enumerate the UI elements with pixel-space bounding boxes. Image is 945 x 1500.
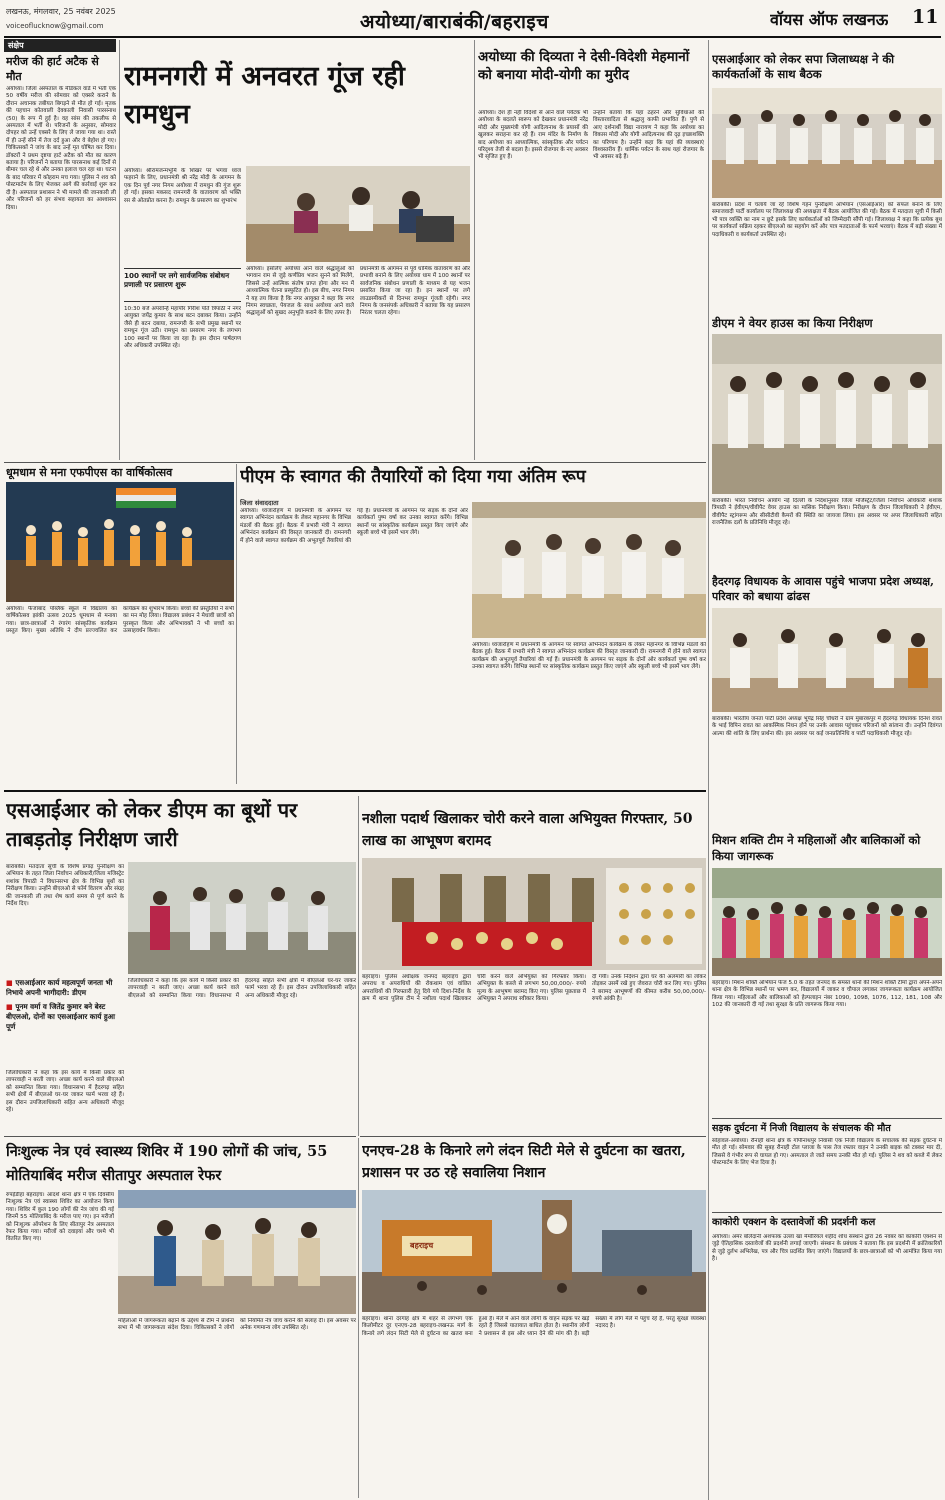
eye-body2: महिलाओं में जागरूकता बढ़ाने के उद्देश्य से टीम ने प्रार्थना सभा में भी जागरूकता संदेश दिया। चिकित्सकों ने लोगों को नियमित नेत्र जांच कराने की सलाह दी। इस अवसर पर अनेक गणमान्य लोग उपस्थित रहे।	[118, 1318, 356, 1332]
right4-headline: मिशन शक्ति टीम ने महिलाओं और बालिकाओं को किया जागरूक	[712, 833, 921, 863]
brief1-body: अयोध्या। जिला अस्पताल के मेडिकल वार्ड में भर्ती एक 50 वर्षीय मरीज की सोमवार को एक्सरे कराने के दौरान अचानक तबीयत बिगड़ने से मौत हो गई। मृतक की पहचान कोतवाली देवकाली निवासी पारसनाथ (50) के रूप में हुई है। वह सांस की तकलीफ से अस्पताल में भर्ती थे। परिजनों के अनुसार, सोमवार दोपहर को उन्हें एक्सरे के लिए ले जाया गया था। रास्ते में ही उन्हें सीने में तेज दर्द हुआ और वे बेहोश हो गए। चिकित्सकों ने जांच के बाद उन्हें मृत घोषित कर दिया। डॉक्टरों ने प्रथम दृष्टया हार्ट अटैक को मौत का कारण बताया है। परिजनों ने बताया कि पारसनाथ कई दिनों से बीमार चल रहे थे और उनका इलाज चल रहा था। घटना के बाद परिवार में कोहराम मच गया। पुलिस ने शव को पोस्टमार्टम के लिए भेजकर आगे की कार्रवाई शुरू कर दी है। अस्पताल प्रशासन ने भी मामले की जानकारी ली और परिजनों को हर संभव सहायता का आश्वासन दिया।	[6, 86, 116, 211]
event1-photo	[6, 482, 234, 602]
right2-headline: डीएम ने वेयर हाउस का किया निरीक्षण	[712, 316, 873, 330]
sir-bullet-1-text: एसआईआर कार्य महत्वपूर्ण जनता भी निभाये अपनी भागीदारी: डीएम	[6, 978, 113, 997]
lead-body2: 10:30 बजे अपरान्हि महापौर गिरीश पति त्रिपाठी ने नगर आयुक्त जयेंद्र कुमार के साथ बटन दबाकर किया। उन्होंने जैसे ही बटन दबाया, रामनगरी के सभी प्रमुख स्थानों पर रामधुन गूंज उठी। रामधुन का प्रसारण नगर के लगभग 100 स्थानों पर किया जा रहा है। इस दौरान पार्षदगण और अधिकारी उपस्थित रहे।	[124, 306, 241, 350]
pm-body: अयोध्या। ध्वजारोहण में प्रधानमंत्री के आगमन पर स्वागत अभिनंदन कार्यक्रम के लेकर महानगर के विभिन्न मंडलों की बैठक हुई। बैठक में प्रभारी मंत्री ने स्वागत अभिनंदन कार्यक्रम की विस्तृत जानकारी दी। रामनगरी में होने वाले स्वागत कार्यक्रम की अभूतपूर्व तैयारियां की गई हैं। प्रधानमंत्री के आगमन पर सड़क के दोनों ओर कार्यकर्ता पुष्प वर्षा कर उनका स्वागत करेंगे। विभिन्न स्थानों पर सांस्कृतिक कार्यक्रम प्रस्तुत किए जाएंगे और स्कूली बच्चे भी इसमें भाग लेंगे।	[240, 508, 468, 544]
lead-body1: अयोध्या। श्रीरामजन्मभूमि के शिखर पर भगवा ध्वज फहराने के लिए, प्रधानमंत्री श्री नरेंद्र मोदी के आगमन के एक दिन पूर्व नगर निगम अयोध्या में रामधुन की गूंज शुरू हो गई। इसका मकसद रामनगरी के वातावरण को भक्ति रस से ओतप्रोत करना है। रामधुन के प्रसारण का शुभारंभ	[124, 168, 241, 204]
masthead	[0, 0, 945, 52]
sir-body-more: जिलाधिकारी ने कहा कि इस कार्य में किसी प्रकार की लापरवाही न बरती जाए। अच्छा कार्य करने वाले बीएलओ को सम्मानित किया गया। विधानसभा में हैदरगढ़ सहित सभी क्षेत्रों में बीएलओ घर-घर जाकर फार्म भरवा रहे हैं। इस दौरान उपजिलाधिकारी सहित अन्य अधिकारी मौजूद रहे।	[6, 1070, 124, 1114]
pm-body-cont	[472, 642, 706, 786]
lead-headline: रामनगरी में अनवरत गूंज रही रामधुन	[124, 61, 405, 130]
lead-subhead	[124, 268, 241, 302]
theft-photo	[362, 858, 706, 970]
nh-headline: एनएच-28 के किनारे लगे लंदन सिटी मेले से दुर्घटना का खतरा, प्रशासन पर उठ रहे सवालिया निशान	[362, 1143, 686, 1181]
eye-body: रुपईडीहा बहराइच। आदर्श थाना क्षेत्र में एक दिवसीय निःशुल्क नेत्र एवं स्वास्थ्य शिविर का आयोजन किया गया। शिविर में कुल 190 लोगों की नेत्र जांच की गई जिनमें 55 मोतियाबिंद के मरीज पाए गए। इन मरीजों को निःशुल्क ऑपरेशन के लिए सीतापुर नेत्र अस्पताल रेफर किया गया। मरीजों को दवाइयां और चश्मे भी वितरित किए गए।	[6, 1192, 114, 1243]
right2-photo-svg	[712, 334, 942, 494]
nh-photo	[362, 1190, 706, 1312]
masthead-rule	[4, 36, 941, 38]
right5-headline: सड़क दुर्घटना में निजी विद्यालय के संचालक की मौत	[712, 1123, 891, 1134]
paper-name: वॉयस ऑफ लखनऊ	[770, 10, 889, 29]
theft-photo-svg	[362, 858, 706, 970]
brief-tag: संक्षेप	[4, 39, 116, 52]
sir-bullet-2	[6, 1002, 124, 1032]
right6-headline: काकोरी एक्शन के दस्तावेजों की प्रदर्शनी कल	[712, 1217, 876, 1228]
theft-body: बहराइच। पुलिस अधीक्षक जनपद बहराइच द्वारा अपराध व अपराधियों की रोकथाम एवं वांछित अपराधियों की गिरफ्तारी हेतु दिये गये दिशा-निर्देश के क्रम में थाना पुलिस टीम ने नशीला पदार्थ खिलाकर चोरी करने वाले अभियुक्त को गिरफ्तार किया। अभियुक्त के कब्जे से लगभग 50,00,000/- रुपये मूल्य के आभूषण बरामद किए गए। पुलिस पूछताछ में अभियुक्त ने अपराध स्वीकार किया।	[362, 974, 586, 1003]
sir-body2: जिलाधिकारी ने कहा कि इस कार्य में किसी प्रकार की लापरवाही न बरती जाए। अच्छा कार्य करने वाले बीएलओ को सम्मानित किया गया। विधानसभा में हैदरगढ़ सहित सभी क्षेत्रों में बीएलओ घर-घर जाकर फार्म भरवा रहे हैं। इस दौरान उपजिलाधिकारी सहित अन्य अधिकारी मौजूद रहे।	[128, 978, 356, 999]
pm-body-cont-text: अयोध्या। ध्वजारोहण में प्रधानमंत्री के आगमन पर स्वागत अभिनंदन कार्यक्रम के लेकर महानगर के विभिन्न मंडलों की बैठक हुई। बैठक में प्रभारी मंत्री ने स्वागत अभिनंदन कार्यक्रम की विस्तृत जानकारी दी। रामनगरी में होने वाले स्वागत कार्यक्रम की अभूतपूर्व तैयारियां की गई हैं। प्रधानमंत्री के आगमन पर सड़क के दोनों ओर कार्यकर्ता पुष्प वर्षा कर उनका स्वागत करेंगे। विभिन्न स्थानों पर सांस्कृतिक कार्यक्रम प्रस्तुत किए जाएंगे और स्कूली बच्चे भी इसमें भाग लेंगे।	[472, 642, 706, 671]
right3-photo	[712, 608, 942, 712]
eye-headline: निःशुल्क नेत्र एवं स्वास्थ्य शिविर में 190 लोगों की जांच, 55 मोतियाबिंद मरीज सीतापुर अस्पताल रेफर	[6, 1143, 328, 1184]
lead-body4: प्रधानमंत्री के आगमन से पूर्व धार्मिक वातावरण को और प्रभावी बनाने के लिए अयोध्या धाम में 100 स्थानों पर सार्वजनिक संबोधन प्रणाली के माध्यम से यह भजन प्रसारित किया जा रहा है। इन स्थानों पर लगे लाउडस्पीकरों से दिनभर रामधुन गूंजती रहेगी। नगर निगम के जनसंपर्क अधिकारी ने बताया कि यह प्रसारण निरंतर चलता रहेगा।	[360, 266, 470, 317]
event1-photo-svg	[6, 482, 234, 602]
sir-bullets	[6, 978, 124, 1068]
right2-photo	[712, 334, 942, 494]
brief1-headline: मरीज की हार्ट अटैक से मौत	[6, 55, 99, 83]
theft-headline: नशीला पदार्थ खिलाकर चोरी करने वाला अभियुक्त गिरफ्तार, 50 लाख का आभूषण बरामद	[362, 811, 693, 849]
lead-photo-svg	[246, 166, 470, 262]
section-title: अयोध्या/बाराबंकी/बहराइच	[360, 11, 549, 33]
right1-body: बाराबंकी। प्रदेश में चलाये जा रहे विशेष गहन पुनरीक्षण अभियान (एसआईआर) को सफल बनाने के लिए समाजवादी पार्टी कार्यालय पर जिलाध्यक्ष की अध्यक्षता में बैठक आयोजित की गई। बैठक में मतदाता सूची में किसी भी पात्र व्यक्ति का नाम न छूटे इसके लिए कार्यकर्ताओं को जिम्मेदारी सौंपी गई। जिलाध्यक्ष ने कहा कि प्रत्येक बूथ पर कार्यकर्ता सक्रिय रहकर बीएलओ का सहयोग करें और पात्र मतदाताओं के फार्म भरवाएं। बैठक में बड़ी संख्या में पदाधिकारी व कार्यकर्ता उपस्थित रहे।	[712, 202, 942, 238]
right4-body: बहराइच। मिशन शक्ति अभियान फेज 5.0 के तहत जनपद के समस्त थानों की मिशन शक्ति टीमों द्वारा अपने-अपने थाना क्षेत्र के विभिन्न स्थानों पर भ्रमण कर, विद्यालयों में जाकर व चौपाल लगाकर जागरूकता कार्यक्रम आयोजित किया गया। महिलाओं और बालिकाओं को हेल्पलाइन नंबर 1090, 1098, 1076, 112, 181, 108 और 102 की जानकारी दी गई तथा सुरक्षा के प्रति जागरूक किया गया।	[712, 980, 942, 1009]
col-a-body2: उन्होंने बताया कि यहां ठहरने और सुविधाओं की विस्तारवादिता से श्रद्धालु काफी प्रभावित हैं। पुणे से आए दर्शनार्थी विद्या नारायण ने कहा कि अयोध्या का विकास मोदी और योगी आदित्यनाथ की दृढ़ इच्छाशक्ति का परिणाम है। उन्होंने कहा कि यहां की व्यवस्थाएं विश्वस्तरीय हैं। धार्मिक पर्यटन के साथ यहां रोजगार के भी अवसर बढ़े हैं।	[593, 110, 704, 161]
lead-photo	[246, 166, 470, 262]
col-a-body1: अयोध्या। देश ही नहीं विदेशों से आने वाले पर्यटक भी अयोध्या के बदलते स्वरूप को देखकर प्रधानमंत्री नरेंद्र मोदी और मुख्यमंत्री योगी आदित्यनाथ के प्रयासों की खुलकर सराहना कर रहे हैं। राम मंदिर के निर्माण के बाद अयोध्या का आध्यात्मिक, सांस्कृतिक और पर्यटन परिदृश्य तेजी से बदला है। इससे रोजगार के नए अवसर भी सृजित हुए हैं।	[478, 110, 588, 161]
sir-bullet-1	[6, 978, 124, 998]
right1-photo-svg	[712, 88, 942, 198]
masthead-date: लखनऊ, मंगलवार, 25 नवंबर 2025	[6, 7, 116, 16]
nh-photo-svg	[362, 1190, 706, 1312]
eye-photo-svg	[118, 1190, 356, 1314]
right4-photo	[712, 868, 942, 976]
masthead-email: voiceoflucknow@gmail.com	[6, 22, 104, 30]
right1-headline: एसआईआर को लेकर सपा जिलाध्यक्ष ने की कार्यकर्ताओं के साथ बैठक	[712, 52, 895, 81]
eye-photo	[118, 1190, 356, 1314]
lead-body3: अयोध्या। इसलिए अयोध्या आने वाले श्रद्धालुओं को भगवान राम से जुड़े कर्णप्रिय भजन सुनने को मिलेंगे, जिससे उन्हें आत्मिक संतोष प्राप्त होगा और मन में आध्यात्मिक चेतना प्रस्फुटित हो। इस बीच, नगर निगम ने यह तय किया है कि नगर आयुक्त ने कहा कि नगर निगम स्वच्छता, पेयजल के साथ अयोध्या आने वाले श्रद्धालुओं को सुखद अनुभूति कराने के लिए तत्पर है।	[246, 266, 354, 317]
theft-caption: दी गयी। उनके निर्देशन द्वारा घर की अलमारी का लॉकर तोड़कर उसमें रखे हुए जेवरात चोरी कर लिए गए। पुलिस ने बरामद आभूषणों की कीमत करीब 50,00,000/-रुपये आंकी है।	[592, 974, 706, 1003]
sir-photo	[128, 862, 356, 974]
event1-body: अयोध्या। फैजाबाद पब्लिक स्कूल में विद्यालय का वार्षिकोत्सव झांकी उत्सव 2025 धूमधाम से मनाया गया। छात्र-छात्राओं ने रंगारंग सांस्कृतिक कार्यक्रम प्रस्तुत किए। मुख्य अतिथि ने दीप प्रज्ज्वलित कर कार्यक्रम का शुभारंभ किया। बच्चों की प्रस्तुतियों ने सभी का मन मोह लिया। विद्यालय प्रबंधन ने मेधावी छात्रों को पुरस्कृत किया और अभिभावकों ने भी बच्चों का उत्साहवर्धन किया।	[6, 606, 234, 635]
sir-headline: एसआईआर को लेकर डीएम का बूथों पर ताबड़तोड़ निरीक्षण जारी	[6, 798, 298, 851]
sir-bullet-2-text: पूनम वर्मा व जितेंद्र कुमार बने बेस्ट बीएलओ, दोनों का एसआईआर कार्य हुआ पूर्ण	[6, 1002, 116, 1031]
nh-body: बहराइच। थाना दरगाह क्षेत्र में शहर से लगभग एक किलोमीटर दूर एनएच-28 बहराइच-लखनऊ मार्ग के किनारे लगे लंदन सिटी मेले से दुर्घटना का खतरा बना हुआ है। मेले में आने वाले लोगों के वाहन सड़क पर खड़े रहते हैं जिससे यातायात बाधित होता है। स्थानीय लोगों ने प्रशासन से इस ओर ध्यान देने की मांग की है। बड़ी संख्या में लोग मेले में पहुंच रहे हैं, परंतु सुरक्षा व्यवस्था नदारद है।	[362, 1316, 706, 1337]
page-number: 11	[912, 6, 939, 28]
lead-subhead-text: 100 स्थानों पर लगे सार्वजनिक संबोधन प्रणाली पर प्रसारण शुरू	[124, 271, 230, 289]
nh-photo-sign: बहराइच	[410, 1241, 434, 1250]
sir-photo-svg	[128, 862, 356, 974]
sir-body: बाराबंकी। मतदाता सूची के विशेष प्रगाढ़ पुनरीक्षण का अभियान के तहत जिला निर्वाचन अधिकारी/जिला मजिस्ट्रेट शशांक त्रिपाठी ने विधानसभा क्षेत्र के विभिन्न बूथों का निरीक्षण किया। उन्होंने बीएलओ से फॉर्म वितरण और संग्रह की जानकारी ली तथा शेष कार्य समय से पूर्ण करने के निर्देश दिए।	[6, 864, 124, 908]
pm-headline: पीएम के स्वागत की तैयारियों को दिया गया अंतिम रूप	[240, 467, 586, 487]
right4-photo-svg	[712, 868, 942, 976]
pm-byline: जिला संवाददाता	[240, 499, 279, 507]
right3-photo-svg	[712, 608, 942, 712]
bullet-icon: ■	[6, 978, 13, 987]
right2-body: बाराबंकी। भारत निर्वाचन आयोग नई दिल्ली के निर्देशानुसार जिला मजिस्ट्रेट/जिला निर्वाचन अधिकारी शशांक त्रिपाठी ने ईवीएम/वीवीपैट वेयर हाउस का मासिक निरीक्षण किया। निरीक्षण के दौरान जिलाधिकारी ने ईवीएम, वीवीपैट स्ट्रांगरूम और सीसीटीवी कैमरों की स्थिति का जायजा लिया। इस अवसर पर अपर जिलाधिकारी सहित राजनैतिक दलों के प्रतिनिधि मौजूद रहे।	[712, 498, 942, 527]
bullet-icon: ■	[6, 1002, 13, 1011]
event1-headline: धूमधाम से मना एफपीएस का वार्षिकोत्सव	[6, 466, 173, 479]
pm-photo-svg	[472, 502, 706, 638]
right3-headline: हैदरगढ़ विधायक के आवास पहुंचे भाजपा प्रदेश अध्यक्ष, परिवार को बधाया ढांढस	[712, 575, 935, 603]
pm-photo	[472, 502, 706, 638]
right5-body: सोहावल-अयोध्या। रौनाही थाना क्षेत्र के गोपीनाथपुर निवासी एक निजी विद्यालय के संचालक की सड़क दुर्घटना में मौत हो गई। सोमवार की सुबह रौनाही टोल प्लाजा के पास तेज रफ्तार वाहन ने उनकी बाइक को टक्कर मार दी, जिससे वे गंभीर रूप से घायल हो गए। अस्पताल ले जाते समय उनकी मौत हो गई। पुलिस ने शव को कब्जे में लेकर पोस्टमार्टम के लिए भेज दिया है।	[712, 1138, 942, 1167]
right1-photo	[712, 88, 942, 198]
col-a-headline: अयोध्या की दिव्यता ने देसी-विदेशी मेहमानों को बनाया मोदी-योगी का मुरीद	[478, 49, 690, 83]
right3-body: बाराबंकी। भारतीय जनता पार्टी प्रदेश अध्यक्ष भूपेंद्र सिंह चौधरी ने ग्राम मुबारकपुर में हैदरगढ़ विधायक दिनेश रावत के भाई विपिन रावत का आकस्मिक निधन होने पर उनके आवास पहुंचकर परिजनों को सांत्वना दी। उन्होंने दिवंगत आत्मा की शांति के लिए प्रार्थना की। इस अवसर पर कई जनप्रतिनिधि व पार्टी पदाधिकारी मौजूद रहे।	[712, 716, 942, 737]
right6-body: अयोध्या। अमर बलिदानी अशफाक उल्ला खां मेमोरियल शहीद शोध संस्थान द्वारा 26 नवंबर को काकोरी एक्शन से जुड़े ऐतिहासिक दस्तावेजों की प्रदर्शनी लगाई जाएगी। संस्थान के प्रबंधक ने बताया कि इस प्रदर्शनी में क्रांतिकारियों से जुड़े दुर्लभ अभिलेख, पत्र और चित्र प्रदर्शित किए जाएंगे। विद्यालयों के छात्र-छात्राओं को भी आमंत्रित किया गया है।	[712, 1234, 942, 1263]
